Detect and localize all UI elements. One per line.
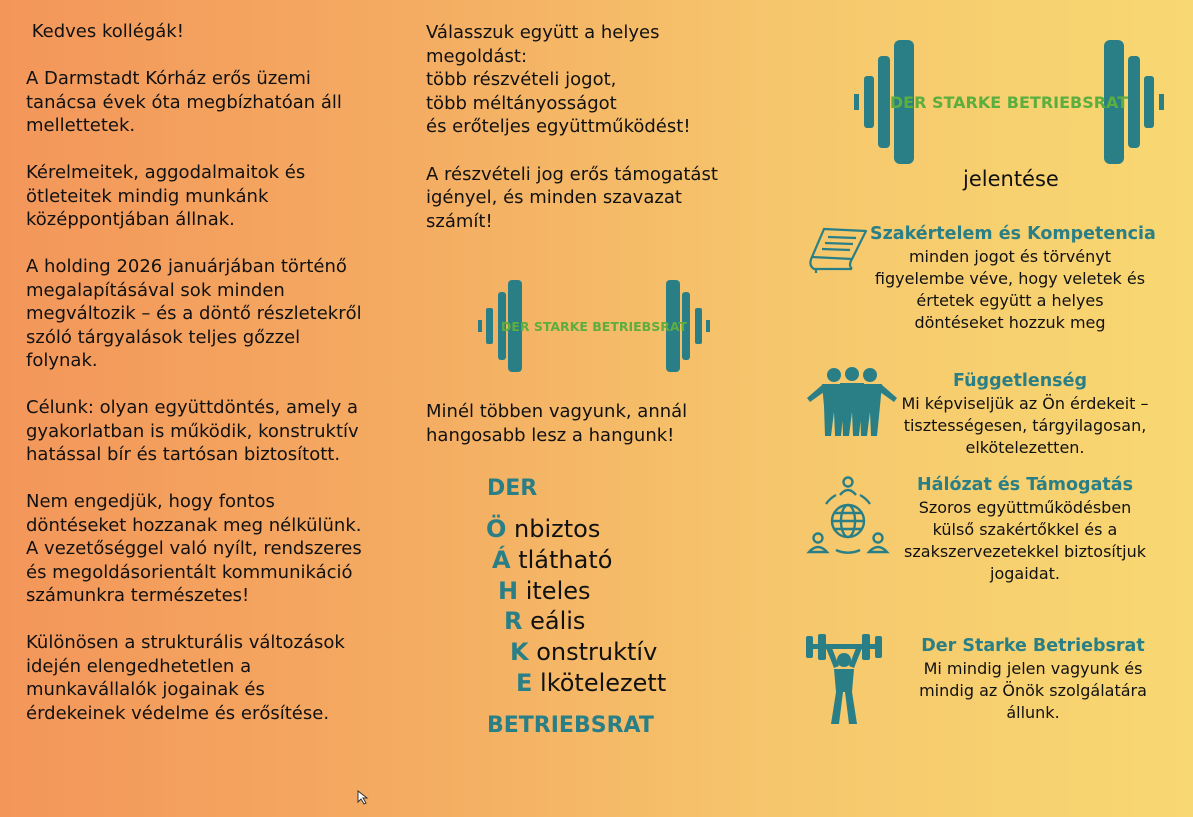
acronym-tail: BETRIEBSRAT bbox=[487, 713, 654, 738]
acronym-list bbox=[486, 514, 666, 699]
paragraph-vote: A részvételi jog erős támogatást igényel, és minden szavazat számít! bbox=[426, 163, 718, 232]
acronym-row: R eális bbox=[504, 607, 586, 636]
paragraph-goal: Célunk: olyan együttdöntés, amely a gyakorlatban is működik, konstruktív hatással bír és tartósan biztosított. bbox=[26, 397, 359, 465]
paragraph-structural: Különösen a strukturális változások idején elengedhetetlen a munkavállalók jogainak és érdekeinek védelme és erősítése. bbox=[26, 632, 345, 724]
greeting: Kedves kollégák! bbox=[26, 21, 184, 42]
logo-small bbox=[478, 278, 710, 374]
paragraph-choose: Válasszuk együtt a helyes megoldást: több részvételi jogot, több méltányosságot és erőteljes együttműködést! bbox=[426, 22, 691, 137]
acronym-head: DER bbox=[487, 476, 538, 501]
paragraph-communication: Nem engedjük, hogy fontos döntéseket hozzanak meg nélkülünk. A vezetőséggel való nyílt, rendszeres és megoldásorientált kommunikáció számunkra természetes! bbox=[26, 491, 362, 606]
middle-column bbox=[426, 21, 756, 257]
acronym-row: Á tlátható bbox=[492, 545, 613, 574]
cursor-icon bbox=[357, 790, 371, 806]
logo-large-text: DER STARKE BETRIEBSRAT bbox=[889, 93, 1129, 112]
feature-text-strong: Mi mindig jelen vagyunk és mindig az Önök szolgálatára állunk. bbox=[919, 659, 1147, 722]
logo-small-text: DER STARKE BETRIEBSRAT bbox=[500, 319, 688, 334]
weightlifter-icon bbox=[806, 632, 882, 726]
paragraph-intro: A Darmstadt Kórház erős üzemi tanácsa évek óta megbízhatóan áll mellettetek. bbox=[26, 68, 342, 136]
left-column bbox=[26, 20, 386, 749]
acronym-row: K onstruktív bbox=[510, 638, 658, 667]
paragraph-requests: Kérelmeitek, aggodalmaitok és ötleteitek mindig munkánk középpontjában állnak. bbox=[26, 162, 306, 230]
feature-title-network: Hálózat és Támogatás bbox=[917, 475, 1133, 495]
meaning-label: jelentése bbox=[963, 167, 1059, 191]
acronym-row: Ö nbiztos bbox=[486, 515, 601, 543]
feature-text-expertise: minden jogot és törvényt figyelembe véve, hogy veletek és értetek együtt a helyes döntéseket hozzuk meg bbox=[874, 247, 1146, 332]
logo-large bbox=[854, 38, 1164, 166]
paragraph-louder: Minél többen vagyunk, annál hangosabb lesz a hangunk! bbox=[426, 401, 688, 446]
acronym-row: E lkötelezett bbox=[516, 668, 667, 697]
feature-title-strong: Der Starke Betriebsrat bbox=[921, 636, 1145, 656]
paragraph-holding: A holding 2026 januárjában történő megalapításával sok minden megváltozik – és a döntő részletekről szóló tárgyalások teljes gőzzel folynak. bbox=[26, 256, 362, 371]
feature-title-independence: Függetlenség bbox=[953, 371, 1087, 391]
feature-title-expertise: Szakértelem és Kompetencia bbox=[870, 224, 1156, 244]
book-icon bbox=[806, 225, 868, 273]
feature-text-independence: Mi képviseljük az Ön érdekeit – tisztességesen, tárgyilagosan, elkötelezetten. bbox=[901, 394, 1149, 457]
feature-text-network: Szoros együttműködésben külső szakértőkkel és a szakszervezetekkel biztosítjuk jogaidat. bbox=[904, 498, 1146, 583]
acronym-row: H iteles bbox=[498, 576, 591, 605]
